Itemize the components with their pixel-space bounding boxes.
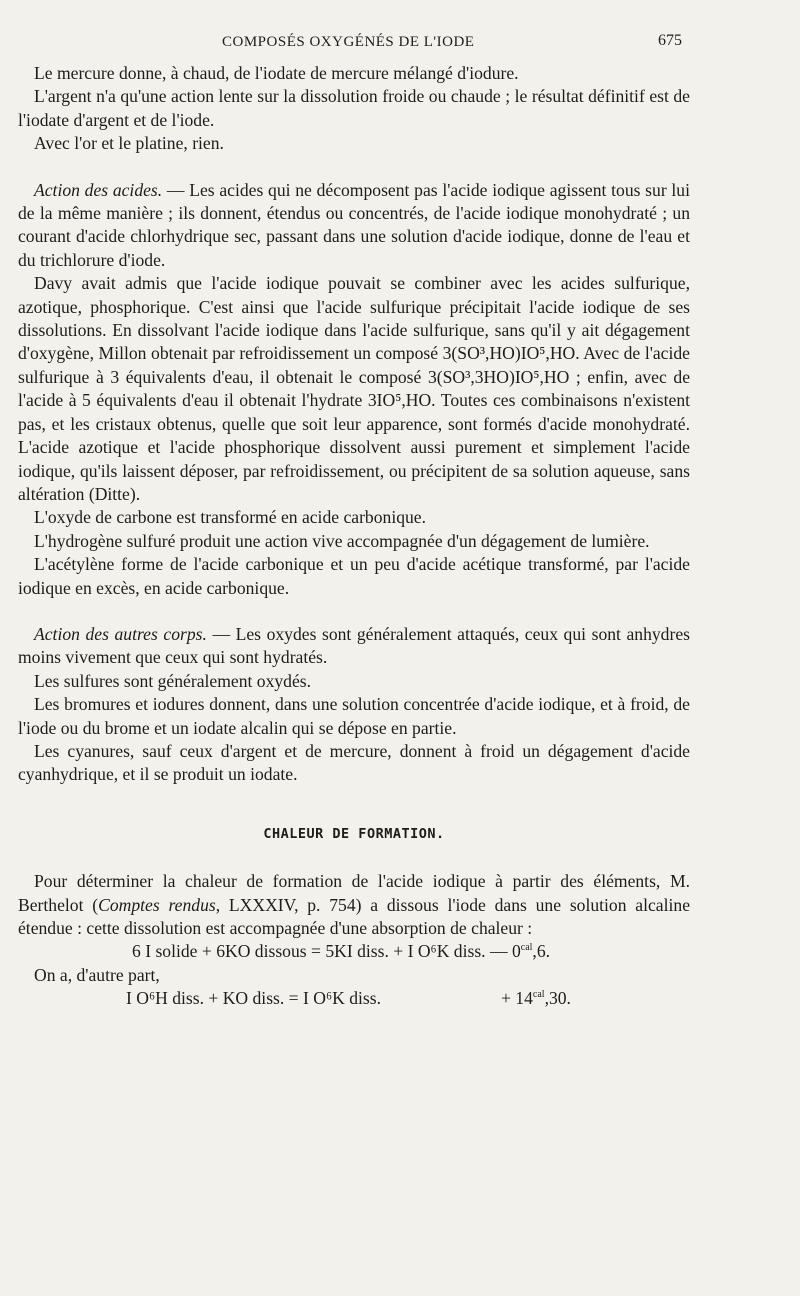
formula-neutralization-equation: I O⁶H diss. + KO diss. = I O⁶K diss. [126, 988, 381, 1009]
paragraph-lead-other: Action des autres corps. [34, 623, 207, 644]
paragraph-rest-other: — Les oxydes sont généralement attaqués, ceux qui sont anhydres moins vivement que ceux qui sont hydratés. [18, 623, 690, 668]
formula-dissolution [18, 940, 690, 963]
paragraph-silver: L'argent n'a qu'une action lente sur la dissolution froide ou chaude ; le résultat définitif est de l'iodate d'argent et de l'iode. [18, 86, 690, 130]
formula-dissolution-value: ,6. [532, 941, 551, 962]
paragraph-action-other [18, 623, 690, 670]
formula-dissolution-equation: 6 I solide + 6KO dissous = 5KI diss. + I O⁶K diss. — 0 [132, 941, 521, 962]
citation-title: Comptes rendus [98, 894, 216, 915]
paragraph-rest-acids: — Les acides qui ne décomposent pas l'acide iodique agissent tous sur lui de la même manière ; ils donnent, étendus ou concentrés, de l'acide iodique monohydraté ; un courant d'acide chlorhydrique sec, passant dans une solution d'acide iodique, donne de l'eau et du trichlorure d'iode. [18, 179, 690, 270]
paragraph-mercury: Le mercure donne, à chaud, de l'iodate de mercure mélangé d'iodure. [34, 63, 519, 83]
paragraph-hydrogen-sulfide: L'hydrogène sulfuré produit une action vive accompagnée d'un dégagement de lumière. [34, 530, 650, 551]
formula-neutralization-value: ,30. [544, 988, 571, 1009]
berthelot-text-start: Pour déterminer la chaleur de formation de l'acide iodique à partir des éléments, M. Berthelot ( [18, 871, 690, 915]
section-heading: CHALEUR DE FORMATION. [263, 825, 445, 842]
formula-neutralization-unit: cal [532, 989, 545, 1001]
paragraph-other-hand: On a, d'autre part, [34, 964, 160, 985]
paragraph-gold-platinum: Avec l'or et le platine, rien. [34, 133, 224, 154]
page-header [0, 32, 800, 56]
paragraph-davy: Davy avait admis que l'acide iodique pouvait se combiner avec les acides sulfurique, azotique, phosphorique. C'est ainsi que l'acide sulfurique précipitait l'acide iodique de ses dissolutions. En dissolvant l'acide iodique dans l'acide sulfurique, sans qu'il y ait dégagement d'oxygène, Millon obtenait par refroidissement un composé 3(SO³,HO)IO⁵,HO. Avec de l'acide sulfurique à 3 équivalents d'eau, il obtenait le composé 3(SO³,3HO)IO⁵,HO ; enfin, avec de l'acide à 5 équivalents d'eau il obtenait l'hydrate 3IO⁵,HO. Toutes ces combinaisons n'existent pas, et les cristaux obtenus, quelle que soit leur apparence, sont formés d'acide monohydraté. L'acide azotique et l'acide phosphorique dissolvent aussi purement et simplement l'acide iodique, qu'ils laissent déposer, par refroidissement, ou précipitent de sa solution aqueuse, sans altération (Ditte). [18, 273, 690, 504]
paragraph-cyanides: Les cyanures, sauf ceux d'argent et de mercure, donnent à froid un dégagement d'acide cyanhydrique, et il se produit un iodate. [18, 740, 690, 785]
paragraph-lead-acids: Action des acides. [34, 179, 163, 200]
formula-neutralization-result [485, 987, 571, 1010]
paragraph-bromides: Les bromures et iodures donnent, dans une solution concentrée d'acide iodique, et à froid, de l'iode ou du brome et un iodate alcalin qui se dépose en partie. [18, 694, 690, 738]
formula-dissolution-unit: cal [520, 942, 533, 954]
paragraph-acetylene: L'acétylène forme de l'acide carbonique et un peu d'acide acétique transformé, par l'acide iodique en excès, en acide carbonique. [18, 554, 690, 598]
paragraph-sulfides: Les sulfures sont généralement oxydés. [34, 670, 312, 691]
page-body [18, 62, 690, 1011]
paragraph-action-acids [18, 179, 690, 273]
formula-neutralization-value-prefix: + 14 [500, 988, 533, 1009]
running-title: COMPOSÉS OXYGÉNÉS DE L'IODE [222, 34, 475, 50]
page-number: 675 [658, 32, 682, 49]
paragraph-berthelot [18, 870, 690, 940]
paragraph-carbon-oxide: L'oxyde de carbone est transformé en acide carbonique. [34, 507, 427, 528]
formula-neutralization [18, 987, 690, 1010]
berthelot-text-end: , LXXXIV, p. 754) a dissous l'iode dans une solution alcaline étendue : cette dissolution est accompagnée d'une absorption de chaleur : [18, 894, 690, 938]
